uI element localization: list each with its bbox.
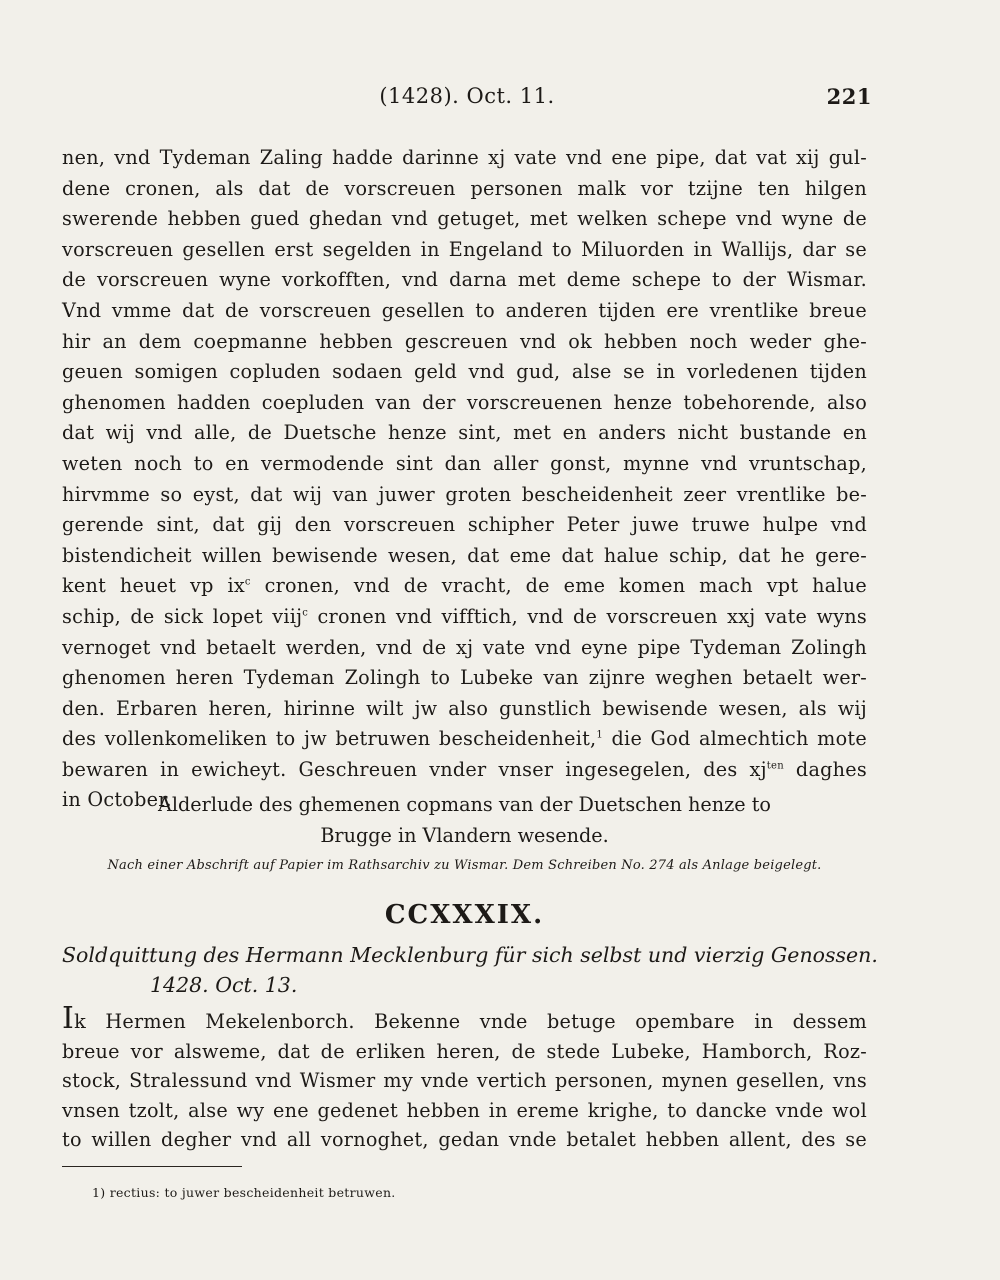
text-segment: schip, de sick lopet viij (62, 604, 303, 628)
text-segment: daghes (783, 757, 867, 781)
text-segment: die God almechtich mote (603, 727, 867, 751)
document-title: Soldquittung des Hermann Mecklenburg für sich selbst und vierzig Genossen. (62, 943, 878, 967)
text-line: bistendicheit willen bewisende wesen, dat eme dat halue schip, dat he gere- (62, 543, 867, 567)
text-segment: cronen vnd vifftich, vnd de vorscreuen xxj vate wyns (308, 604, 867, 628)
text-line: vernoget vnd betaelt werden, vnd de xj vate vnd eyne pipe Tydeman Zolingh (62, 635, 867, 659)
text-line: Vnd vmme dat de vorscreuen gesellen to anderen tijden ere vrentlike breue (62, 298, 867, 322)
text-line: geuen somigen copluden sodaen geld vnd gud, alse se in vorledenen tijden (62, 360, 867, 384)
superscript: c (302, 607, 309, 619)
text-line: nen, vnd Tydeman Zaling hadde darinne xj vate vnd ene pipe, dat vat xij gul- (62, 146, 867, 169)
superscript: ten (766, 760, 784, 772)
text-line: gerende sint, dat gij den vorscreuen schipher Peter juwe truwe hulpe vnd (62, 513, 867, 537)
text-line (62, 1001, 867, 1037)
footnote: 1) rectius: to juwer bescheidenheit betruwen. (92, 1185, 396, 1200)
text-line: ghenomen heren Tydeman Zolingh to Lubeke van zijnre weghen betaelt wer- (62, 666, 867, 690)
text-line: breue vor alsweme, dat de erliken heren, de stede Lubeke, Hamborch, Roz- (62, 1039, 867, 1063)
text-line: swerende hebben gued ghedan vnd getuget, met welken schepe vnd wyne de (62, 207, 867, 231)
text-line: to willen degher vnd all vornoghet, gedan vnde betalet hebben allent, des se (62, 1128, 867, 1151)
running-head (62, 84, 872, 114)
receipt-body (62, 1001, 867, 1155)
document-number: CCXXXIX. (384, 900, 545, 930)
header-date: (1428). Oct. 11. (379, 84, 555, 108)
text-line: hir an dem coepmanne hebben gescreuen vnd ok hebben noch weder ghe- (62, 329, 867, 353)
text-line: in October. (62, 788, 172, 812)
text-line: dene cronen, als dat de vorscreuen personen malk vor tzijne ten hilgen (62, 176, 867, 200)
footnote-marker: 1 (596, 729, 604, 741)
text-segment: kent heuet vp ix (62, 574, 245, 598)
text-line (62, 755, 867, 786)
text-line: vorscreuen gesellen erst segelden in Engeland to Miluorden in Wallijs, dar se (62, 237, 867, 261)
signature-line: Alderlude des ghemenen copmans van der Duetschen henze to (158, 793, 771, 816)
text-segment: cronen, vnd de vracht, de eme komen mach vpt halue (250, 574, 867, 598)
footnote-rule (62, 1166, 242, 1167)
text-segment: k Hermen Mekelenborch. Bekenne vnde betuge opembare in dessem (74, 1010, 867, 1033)
signature-block (62, 790, 867, 851)
superscript: c (244, 576, 251, 588)
text-line: weten noch to en vermodende sint dan aller gonst, mynne vnd vruntschap, (62, 451, 867, 475)
text-line: stock, Stralessund vnd Wismer my vnde vertich personen, mynen gesellen, vns (62, 1069, 867, 1092)
text-line: hirvmme so eyst, dat wij van juwer groten bescheidenheit zeer vrentlike be- (62, 482, 867, 506)
text-line (62, 602, 867, 633)
text-segment: des vollenkomeliken to jw betruwen bescheidenheit, (62, 727, 597, 751)
letter-body (62, 143, 867, 816)
drop-cap: I (62, 1001, 75, 1036)
text-line (62, 571, 867, 602)
source-note: Nach einer Abschrift auf Papier im Rathsarchiv zu Wismar. Dem Schreiben No. 274 als Anlage beigelegt. (107, 858, 822, 873)
text-line: den. Erbaren heren, hirinne wilt jw also gunstlich bewisende wesen, als wij (62, 696, 867, 720)
text-line: dat wij vnd alle, de Duetsche henze sint, met en anders nicht bustande en (62, 421, 867, 445)
text-segment: bewaren in ewicheyt. Geschreuen vnder vnser ingesegelen, des xj (62, 757, 767, 781)
text-line: vnsen tzolt, alse wy ene gedenet hebben in ereme krighe, to dancke vnde wol (62, 1098, 867, 1122)
text-line (62, 724, 867, 755)
page-number: 221 (826, 84, 872, 109)
document-title-block (62, 940, 878, 1000)
text-line: ghenomen hadden coepluden van der vorscreuenen henze tobehorende, also (62, 390, 867, 414)
text-line: de vorscreuen wyne vorkofften, vnd darna met deme schepe to der Wismar. (62, 268, 867, 292)
document-date: 1428. Oct. 13. (150, 973, 298, 997)
signature-line: Brugge in Vlandern wesende. (320, 823, 609, 847)
